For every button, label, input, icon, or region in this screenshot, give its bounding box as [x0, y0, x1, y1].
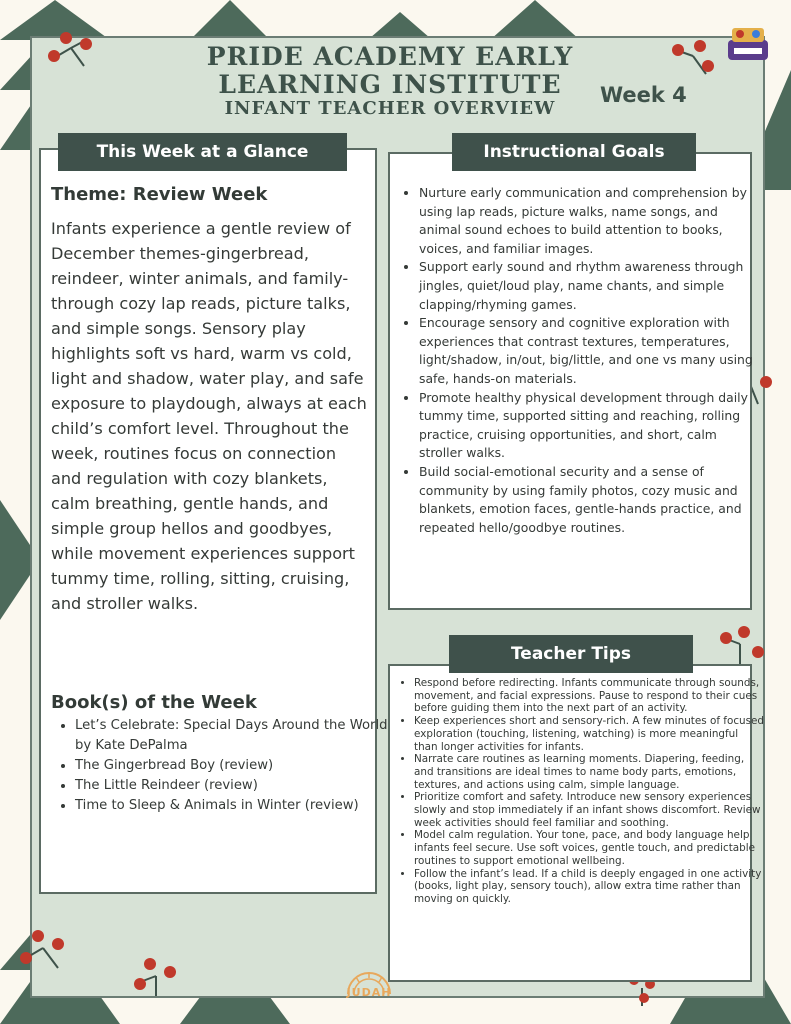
list-item: • Prioritize comfort and safety. Introduce new sensory experiences slowly and stop immediately if an infant shows discomfort. Review week activities should feel familiar and soothing.	[414, 791, 764, 829]
goals-heading: Instructional Goals	[452, 133, 696, 171]
footer-logo-text: JUDAH	[346, 986, 392, 999]
books-title: Book(s) of the Week	[51, 692, 257, 713]
list-item: • Model calm regulation. Your tone, pace, and body language help infants feel secure. Use soft voices, gentle touch, and predictable routines to support emotional wellbeing.	[414, 829, 764, 867]
pine-tree-top-center-left	[190, 0, 270, 40]
list-item: • The Gingerbread Boy (review)	[75, 756, 389, 776]
footer-logo	[338, 966, 400, 1006]
berry-icon	[18, 926, 68, 970]
books-list	[56, 716, 389, 816]
pine-tree-top-center	[370, 12, 430, 38]
theme-title: Theme: Review Week	[51, 184, 268, 205]
pine-tree-top-right	[490, 0, 580, 40]
list-item: • Let’s Celebrate: Special Days Around the World by Kate DePalma	[75, 716, 389, 756]
list-item: • Encourage sensory and cognitive exploration with experiences that contrast textures, temperatures, light/shadow, in/out, big/little, and one vs many using safe, hands-on materials.	[419, 314, 761, 388]
goals-list	[398, 184, 761, 537]
berry-icon	[130, 956, 182, 998]
title-line-3: INFANT TEACHER OVERVIEW	[224, 98, 556, 119]
list-item: • Narrate care routines as learning moments. Diapering, feeding, and transitions are ideal times to name body parts, emotions, textures, and actions using calm, simple language.	[414, 753, 764, 791]
berry-icon	[46, 28, 96, 68]
academy-logo-icon	[718, 14, 778, 66]
list-item: • Time to Sleep & Animals in Winter (review)	[75, 796, 389, 816]
theme-body: Infants experience a gentle review of December themes-gingerbread, reindeer, winter animals, and family-through cozy lap reads, picture talks, and simple songs. Sensory play highlights soft vs hard, warm vs cold, light and shadow, water play, and safe exposure to playdough, always at each child’s comfort level. Throughout the week, routines focus on connection and regulation with cozy blankets, calm breathing, gentle hands, and simple group hellos and goodbyes, while movement experiences support tummy time, rolling, sitting, cruising, and stroller walks.	[51, 219, 367, 613]
list-item: • Follow the infant’s lead. If a child is deeply engaged in one activity (books, light play, sensory touch), allow extra time rather than moving on quickly.	[414, 868, 764, 906]
list-item: • Respond before redirecting. Infants communicate through sounds, movement, and facial expressions. Pause to respond to their cues before guiding them into the next part of an activity.	[414, 677, 764, 715]
title-line-2: LEARNING INSTITUTE	[218, 70, 562, 99]
list-item: • The Little Reindeer (review)	[75, 776, 389, 796]
list-item: • Build social-emotional security and a sense of community by using family photos, cozy music and blankets, emotion faces, gentle-hands practice, and repeated hello/goodbye routines.	[419, 463, 761, 537]
tips-heading: Teacher Tips	[449, 635, 693, 673]
title-line-1: PRIDE ACADEMY EARLY	[206, 42, 574, 71]
berry-icon	[668, 36, 718, 76]
list-item: • Support early sound and rhythm awareness through jingles, quiet/loud play, name chants, and simple clapping/rhyming games.	[419, 258, 761, 314]
glance-heading: This Week at a Glance	[58, 133, 347, 171]
tips-list	[397, 677, 764, 906]
list-item: • Promote healthy physical development through daily tummy time, supported sitting and reaching, rolling practice, cruising opportunities, and short, calm stroller walks.	[419, 389, 761, 463]
list-item: • Nurture early communication and comprehension by using lap reads, picture walks, name songs, and animal sound echoes to build attention to books, voices, and familiar images.	[419, 184, 761, 258]
document-title	[190, 42, 590, 120]
week-label: Week 4	[600, 83, 687, 107]
list-item: • Keep experiences short and sensory-rich. A few minutes of focused exploration (touching, listening, watching) is more meaningful than longer activities for infants.	[414, 715, 764, 753]
berry-icon	[714, 624, 766, 666]
